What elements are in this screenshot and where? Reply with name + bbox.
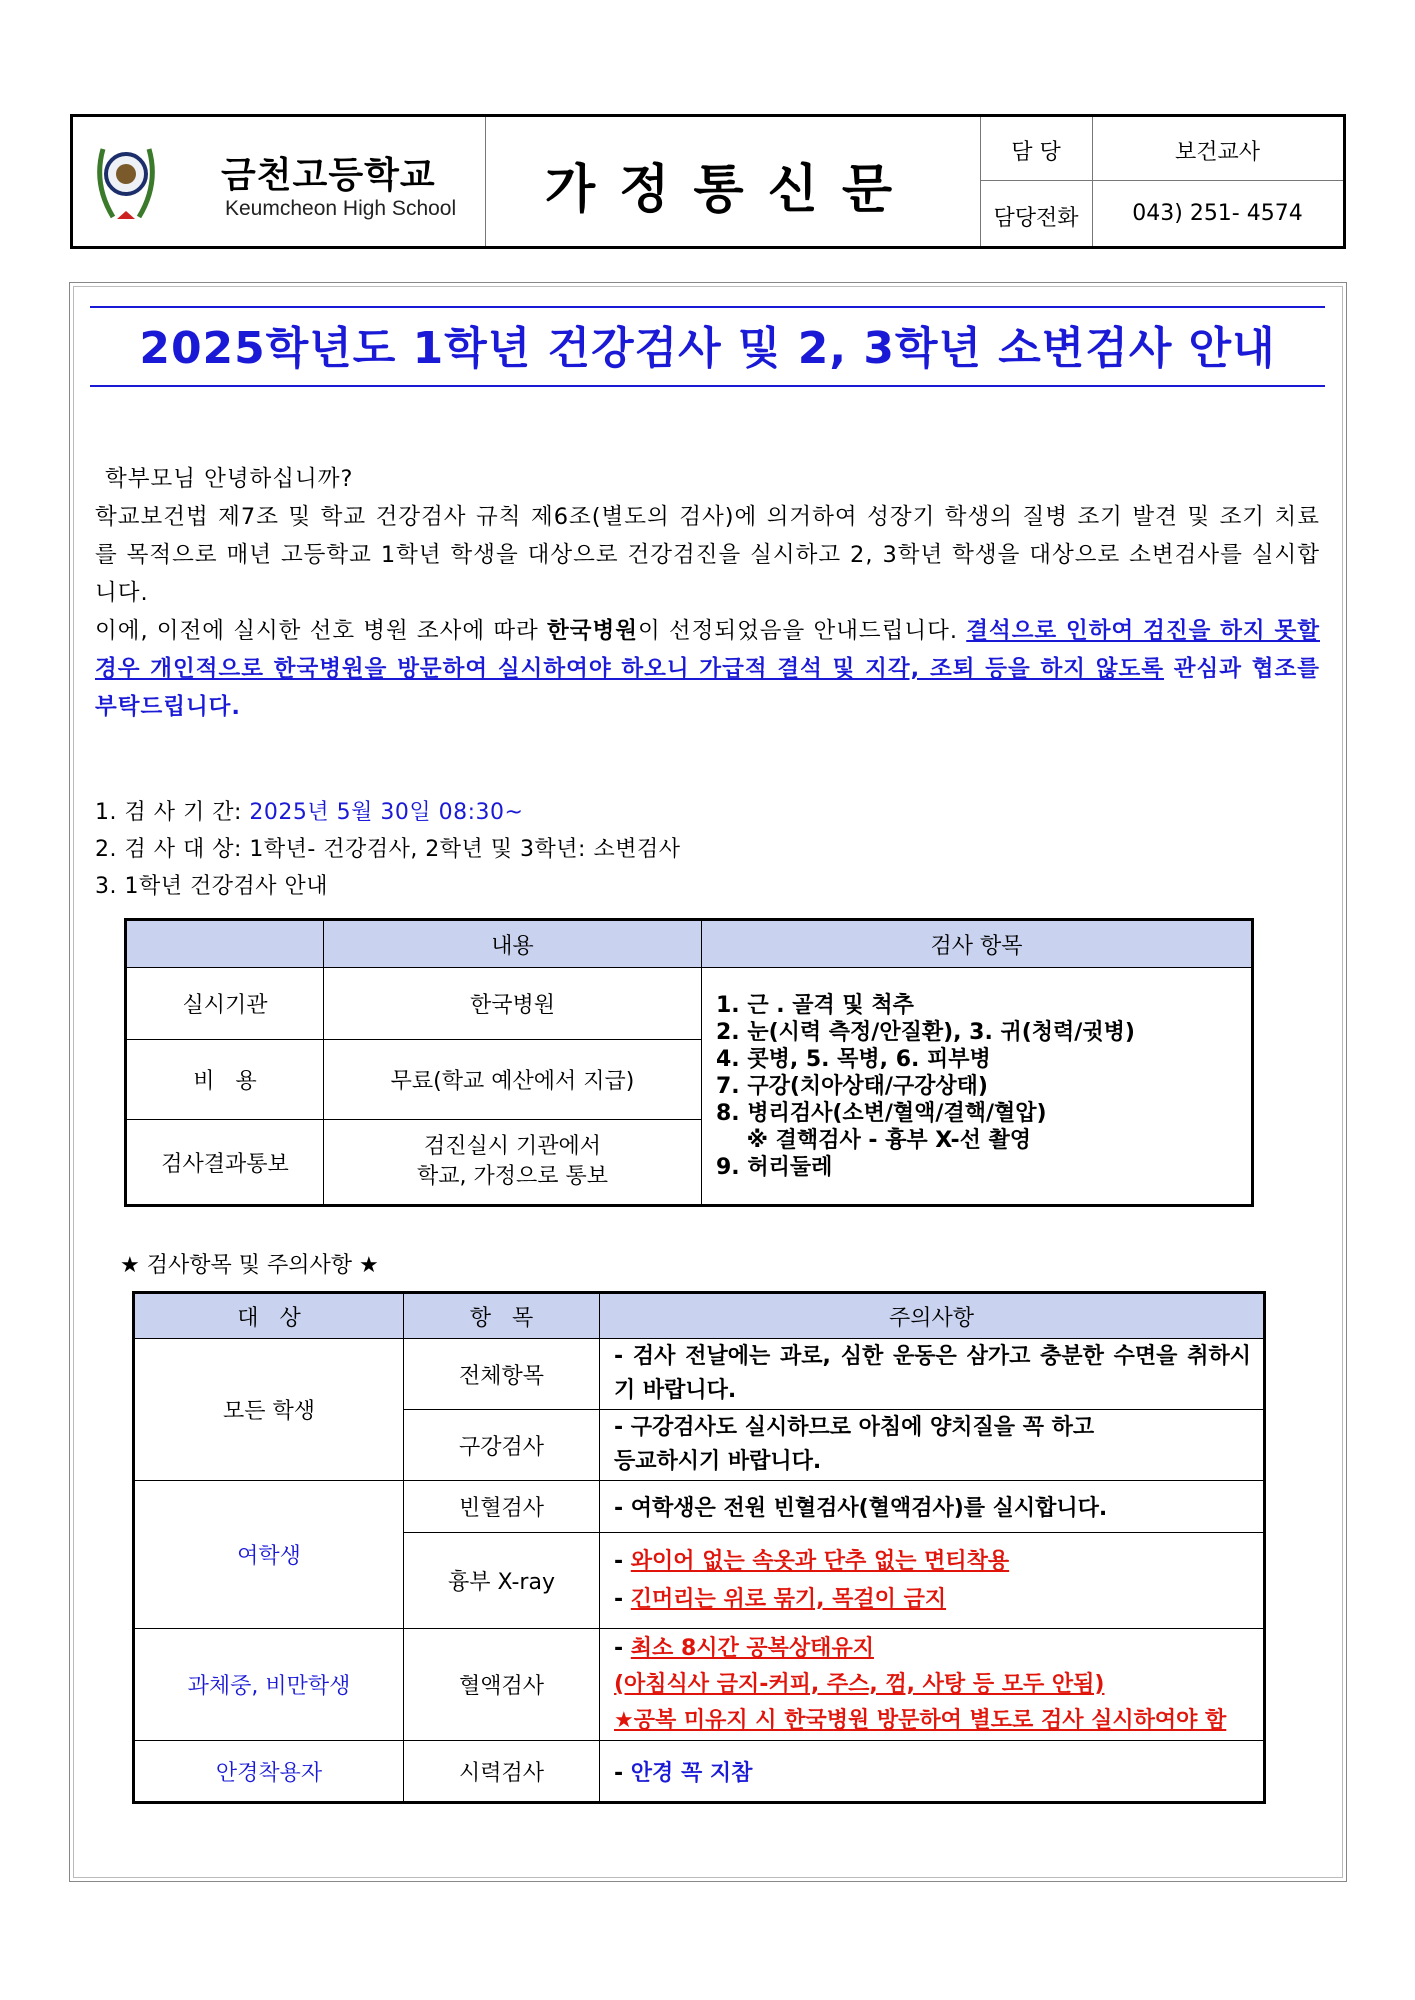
list-item: 4. 콧병, 5. 목병, 6. 피부병 bbox=[716, 1046, 991, 1072]
group-all-students: 모든 학생 bbox=[134, 1339, 404, 1481]
checkup-guide-table bbox=[124, 918, 1254, 1207]
row-value bbox=[324, 1120, 702, 1206]
phone-label: 담당전화 bbox=[993, 206, 1079, 231]
notice-text-mid: 이 선정되었음을 안내드립니다. bbox=[637, 618, 967, 644]
item-cell: 전체항목 bbox=[404, 1339, 600, 1410]
note-cell bbox=[600, 1533, 1265, 1629]
item-cell: 시력검사 bbox=[404, 1741, 600, 1803]
precautions-table bbox=[132, 1291, 1266, 1804]
exam-target: 2. 검 사 대 상: 1학년- 건강검사, 2학년 및 3학년: 소변검사 bbox=[95, 837, 681, 862]
table-header-cell: 항 목 bbox=[404, 1293, 600, 1339]
note-cell: - 검사 전날에는 과로, 심한 운동은 삼가고 충분한 수면을 취하시기 바랍니다. bbox=[600, 1339, 1265, 1410]
intro-paragraph: 학교보건법 제7조 및 학교 건강검사 규칙 제6조(별도의 검사)에 의거하여 성장기 학생의 질병 조기 발견 및 조기 치료를 목적으로 매년 고등학교 1학년 학생을 대상으로 건강검진을 실시하고 2, 3학년 학생을 대상으로 소변검사를 실시합니다. bbox=[95, 504, 1320, 606]
group-female: 여학생 bbox=[134, 1481, 404, 1629]
phone-value: 043) 251- 4574 bbox=[1132, 201, 1303, 226]
row-label: 실시기관 bbox=[126, 968, 324, 1040]
note-line: - 긴머리는 위로 묶기, 목걸이 금지 bbox=[614, 1586, 947, 1612]
exam-items-cell bbox=[702, 968, 1253, 1206]
title-bottom-rule bbox=[90, 385, 1325, 387]
note-blue-text: 안경 꼭 지참 bbox=[630, 1760, 753, 1786]
hospital-name: 한국병원 bbox=[546, 618, 638, 644]
note-line: - 구강검사도 실시하므로 아침에 양치질을 꼭 하고 bbox=[614, 1415, 1095, 1440]
table-row bbox=[134, 1481, 1265, 1533]
table-header-row bbox=[134, 1293, 1265, 1339]
row-value-line: 학교, 가정으로 통보 bbox=[417, 1164, 608, 1189]
table-header-cell: 대 상 bbox=[134, 1293, 404, 1339]
list-item: 9. 허리둘레 bbox=[716, 1154, 833, 1180]
row-value-line: 검진실시 기관에서 bbox=[423, 1134, 601, 1159]
item-cell: 빈혈검사 bbox=[404, 1481, 600, 1533]
table-header-cell: 주의사항 bbox=[600, 1293, 1265, 1339]
table-header-cell bbox=[126, 920, 324, 968]
note-cell bbox=[600, 1410, 1265, 1481]
title-top-rule bbox=[90, 306, 1325, 308]
page-title: 2025학년도 1학년 건강검사 및 2, 3학년 소변검사 안내 bbox=[139, 323, 1276, 374]
list-item: 2. 눈(시력 측정/안질환), 3. 귀(청력/귓병) bbox=[716, 1019, 1135, 1045]
list-item: ※ 결핵검사 - 흉부 X-선 촬영 bbox=[716, 1127, 1032, 1153]
header-divider bbox=[980, 180, 1343, 181]
precautions-caption: ★ 검사항목 및 주의사항 ★ bbox=[120, 1253, 379, 1278]
table-header-cell: 검사 항목 bbox=[702, 920, 1253, 968]
table-header-cell: 내용 bbox=[324, 920, 702, 968]
note-cell bbox=[600, 1629, 1265, 1741]
exam-period-label: 1. 검 사 기 간: bbox=[95, 800, 250, 825]
note-line: 등교하시기 바랍니다. bbox=[614, 1449, 822, 1474]
group-glasses: 안경착용자 bbox=[134, 1741, 404, 1803]
list-item: 7. 구강(치아상태/구강상태) bbox=[716, 1073, 988, 1099]
note-red-text: 최소 8시간 공복상태유지 bbox=[630, 1635, 874, 1661]
doc-type-title: 가정통신문 bbox=[544, 160, 917, 220]
exam-period-value: 2025년 5월 30일 08:30~ bbox=[249, 800, 524, 825]
row-label: 검사결과통보 bbox=[126, 1120, 324, 1206]
list-item: 8. 병리검사(소변/혈액/결핵/혈압) bbox=[716, 1100, 1047, 1126]
manager-value: 보건교사 bbox=[1174, 140, 1260, 165]
notice-paragraph bbox=[95, 612, 1320, 726]
item-cell: 혈액검사 bbox=[404, 1629, 600, 1741]
note-red-text: 긴머리는 위로 묶기, 목걸이 금지 bbox=[630, 1586, 947, 1612]
cooperation-request: 관심과 협조를 부탁드립니다. bbox=[95, 656, 1320, 720]
item-cell: 흉부 X-ray bbox=[404, 1533, 600, 1629]
school-name-ko: 금천고등학교 bbox=[221, 155, 436, 196]
item-cell: 구강검사 bbox=[404, 1410, 600, 1481]
row-label: 비 용 bbox=[126, 1040, 324, 1120]
table-row bbox=[134, 1339, 1265, 1410]
table-row bbox=[126, 968, 1253, 1040]
note-cell: - 안경 꼭 지참 bbox=[600, 1741, 1265, 1803]
note-red-text: 와이어 없는 속옷과 단추 없는 면티착용 bbox=[630, 1548, 1010, 1574]
row-value: 무료(학교 예산에서 지급) bbox=[324, 1040, 702, 1120]
table-header-row bbox=[126, 920, 1253, 968]
row-value: 한국병원 bbox=[324, 968, 702, 1040]
note-line: (아침식사 금지-커피, 주스, 껌, 사탕 등 모두 안됨) bbox=[614, 1671, 1105, 1697]
exam-period bbox=[95, 795, 523, 826]
note-line: - 최소 8시간 공복상태유지 bbox=[614, 1635, 874, 1661]
group-overweight: 과체중, 비만학생 bbox=[134, 1629, 404, 1741]
list-item: 1. 근 . 골격 및 척추 bbox=[716, 992, 914, 1018]
letterhead bbox=[70, 114, 1346, 249]
manager-label: 담 당 bbox=[1011, 140, 1061, 165]
table-row bbox=[134, 1741, 1265, 1803]
note-line: - 와이어 없는 속옷과 단추 없는 면티착용 bbox=[614, 1548, 1010, 1574]
exam-guide-heading: 3. 1학년 건강검사 안내 bbox=[95, 874, 328, 899]
table-row bbox=[134, 1629, 1265, 1741]
absence-warning: 결석으로 인하여 검진을 하지 못할 경우 개인적으로 한국병원을 방문하여 실시하여야 하오니 가급적 결석 및 지각, 조퇴 등을 하지 않도록 bbox=[95, 618, 1320, 682]
note-cell: - 여학생은 전원 빈혈검사(혈액검사)를 실시합니다. bbox=[600, 1481, 1265, 1533]
greeting: 학부모님 안녕하십니까? bbox=[105, 466, 354, 492]
notice-text: 이에, 이전에 실시한 선호 병원 조사에 따라 bbox=[95, 618, 547, 644]
school-name-en: Keumcheon High School bbox=[225, 197, 457, 220]
school-emblem-icon bbox=[91, 129, 161, 239]
note-line: ★공복 미유지 시 한국병원 방문하여 별도로 검사 실시하여야 함 bbox=[614, 1707, 1227, 1733]
